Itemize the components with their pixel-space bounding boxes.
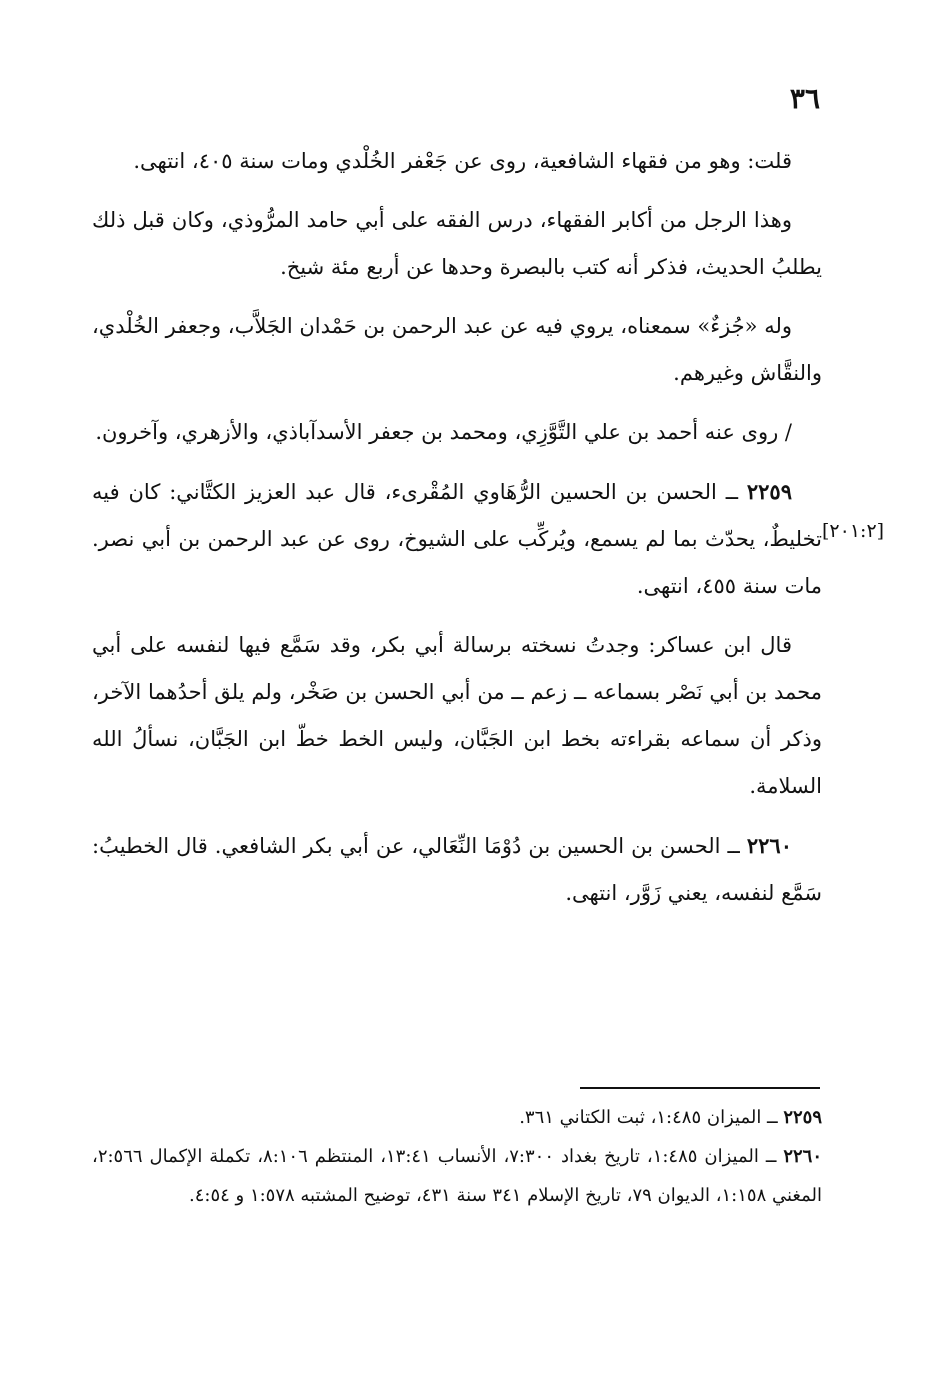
entry-paragraph [92, 468, 822, 610]
footnote-number: ٢٢٦٠ [783, 1146, 823, 1167]
entry-number: ٢٢٥٩ [746, 479, 792, 504]
paragraph: قلت: وهو من فقهاء الشافعية، روى عن جَعْفر الخُلْدي ومات سنة ٤٠٥، انتهى. [133, 149, 792, 173]
footnote-text: ــ الميزان ١:٤٨٥، تاريخ بغداد ٧:٣٠٠، الأنساب ١٣:٤١، المنتظم ٨:١٠٦، تكملة الإكمال ٢:٥٦٦، المغني ١:١٥٨، الديوان ٧٩، تاريخ الإسلام ٣٤١ سنة ٤٣١، توضيح المشتبه ١:٥٧٨ و ٤:٥٤. [92, 1146, 822, 1206]
paragraph: / روى عنه أحمد بن علي التَّوَّزِي، ومحمد بن جعفر الأسدآباذي، والأزهري، وآخرون. [95, 420, 792, 444]
entry-text: ــ الحسن بن الحسين الرُّهَاوي المُقْرىء، قال عبد العزيز الكتَّاني: كان فيه تخليطٌ، يحدّث بما لم يسمع، ويُركِّب على الشيوخ، روى عن عبد الرحمن بن أبي نصر. مات سنة ٤٥٥، انتهى. [92, 480, 822, 598]
footnote-number: ٢٢٥٩ [783, 1107, 822, 1128]
entry-text: ــ الحسن بن الحسين بن دُوْمَا النِّعَالي، عن أبي بكر الشافعي. قال الخطيبُ: سَمَّع لنفسه، يعني زَوَّر، انتهى. [92, 834, 822, 905]
main-text [92, 138, 822, 929]
footnotes [92, 1098, 822, 1215]
page-number: ٣٦ [789, 82, 820, 115]
entry-paragraph [92, 822, 822, 917]
footnote-text: ــ الميزان ١:٤٨٥، ثبت الكتاني ٣٦١. [519, 1107, 784, 1128]
paragraph: قال ابن عساكر: وجدتُ نسخته برسالة أبي بكر، وقد سَمَّع فيها لنفسه على أبي محمد بن أبي نَصْر بسماعه ــ زعم ــ من أبي الحسن بن صَخْر، ولم يلق أحدُهما الآخر، وذكر أن سماعه بقراءته بخط ابن الجَبَّان، وليس الخط خطّ ابن الجَبَّان، نسألُ الله السلامة. [92, 633, 822, 798]
footnote-divider [580, 1087, 820, 1089]
footnote [92, 1098, 822, 1137]
entry-number: ٢٢٦٠ [746, 833, 792, 858]
margin-reference: [٢٠١:٢] [822, 520, 885, 542]
paragraph: وهذا الرجل من أكابر الفقهاء، درس الفقه على أبي حامد المرُّوذي، وكان قبل ذلك يطلبُ الحديث، فذكر أنه كتب بالبصرة وحدها عن أربع مئة شيخ. [92, 208, 822, 279]
footnote [92, 1137, 822, 1215]
paragraph: وله «جُزءٌ» سمعناه، يروي فيه عن عبد الرحمن بن حَمْدان الجَلاَّب، وجعفر الخُلْدي، والنقَّاش وغيرهم. [92, 314, 822, 385]
